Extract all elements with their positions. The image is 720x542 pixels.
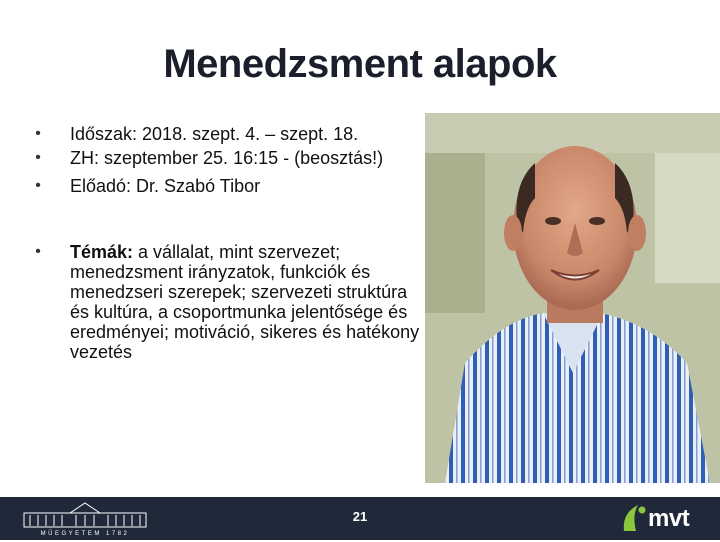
bullet-list: [28, 124, 428, 362]
bullet-topics: [28, 242, 428, 362]
lecturer-photo: [425, 113, 720, 483]
bullet-lecturer: [28, 176, 428, 196]
page-number: 21: [352, 509, 368, 524]
mvt-logo-text: mvt: [648, 505, 690, 532]
university-logo-text: MŰEGYETEM 1782: [40, 531, 130, 537]
bullet-exam: [28, 148, 428, 168]
topics-label: Témák:: [70, 242, 134, 262]
bullet-period-text: Időszak: 2018. szept. 4. – szept. 18.: [70, 124, 359, 144]
footer-bar: [0, 497, 720, 540]
topics-text: a vállalat, mint szervezet; menedzsment irányzatok, funkciók és menedzseri szerepek; szervezeti struktúra és kultúra, a csoportmunka jelentősége és eredményei; motiváció, sikeres és hatékony vezetés: [70, 242, 420, 362]
bullet-dot: •: [35, 177, 41, 194]
bullet-dot: •: [35, 149, 41, 166]
mvt-logo: [620, 501, 712, 537]
bullet-lecturer-text: Előadó: Dr. Szabó Tibor: [70, 176, 261, 196]
bullet-exam-text: ZH: szeptember 25. 16:15 - (beosztás!): [70, 148, 384, 168]
bullet-dot: •: [35, 125, 41, 142]
university-logo: [20, 499, 150, 537]
mvt-leaf-icon: [620, 501, 650, 537]
slide-title: Menedzsment alapok: [163, 42, 557, 86]
lecturer-portrait-image: [425, 113, 720, 483]
university-building-icon: [20, 499, 150, 537]
bullet-period: [28, 124, 428, 144]
bullet-dot: •: [35, 243, 41, 260]
